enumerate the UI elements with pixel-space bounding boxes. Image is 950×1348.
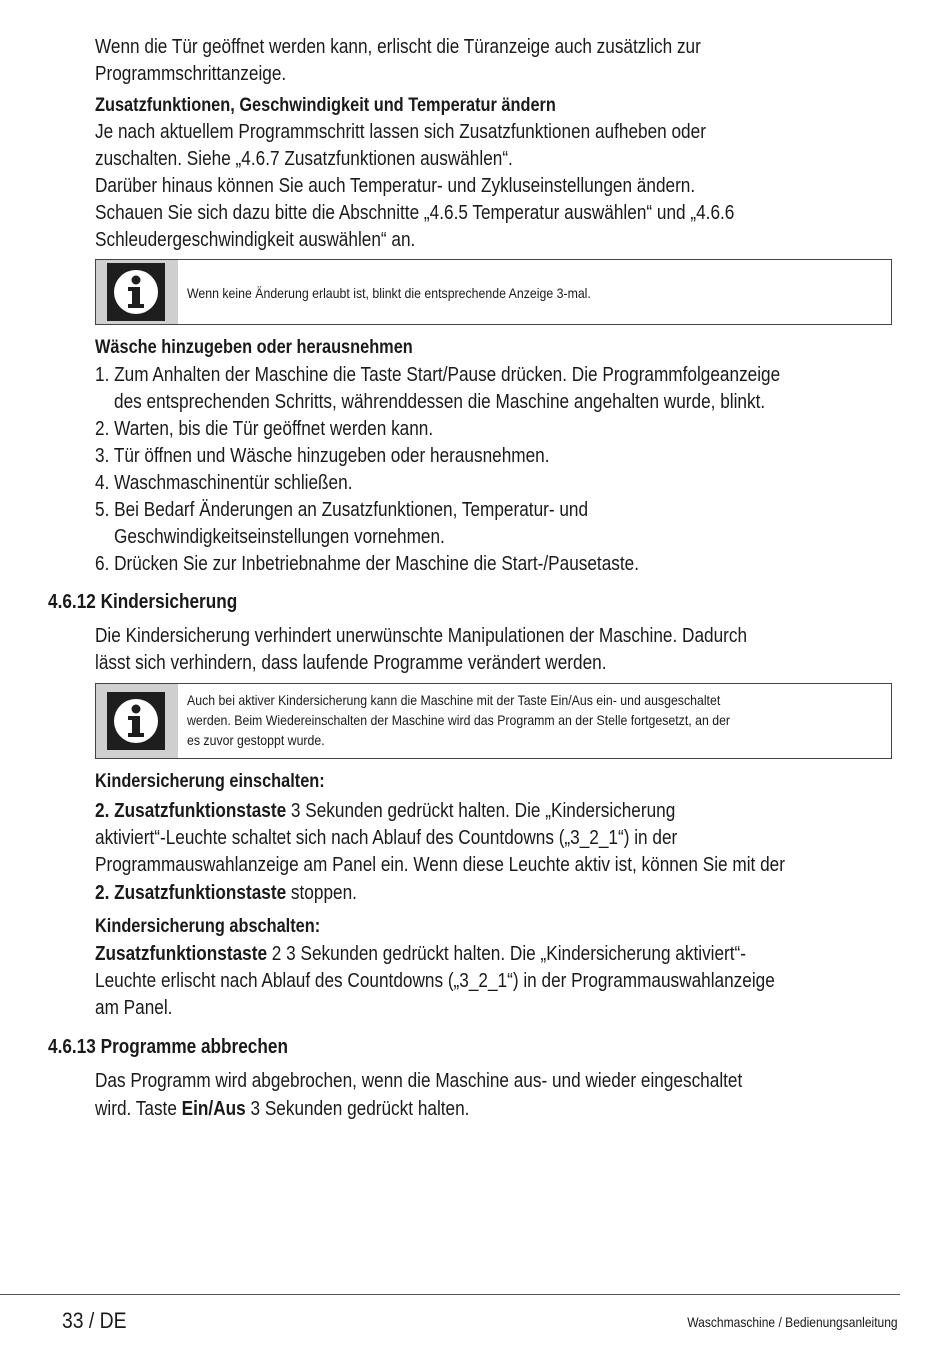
bold-key-label: 2. Zusatzfunktionstaste: [95, 882, 287, 904]
cancel-line-1: Das Programm wird abgebrochen, wenn die Maschine aus- und wieder eingeschaltet: [95, 1070, 743, 1092]
info-note-box: [95, 683, 892, 759]
info-note-line: Auch bei aktiver Kindersicherung kann die Maschine mit der Taste Ein/Aus ein- und ausgeschaltet: [187, 692, 721, 708]
info-icon: [107, 692, 165, 750]
paragraph-line: Je nach aktuellem Programmschritt lassen sich Zusatzfunktionen aufheben oder: [95, 121, 706, 143]
list-item: 3. Tür öffnen und Wäsche hinzugeben oder herausnehmen.: [95, 445, 550, 467]
intro-line-1: Wenn die Tür geöffnet werden kann, erlischt die Türanzeige auch zusätzlich zur: [95, 36, 701, 58]
disable-text: 2 3 Sekunden gedrückt halten. Die „Kindersicherung aktiviert“-: [267, 943, 747, 965]
cancel-line-2: [95, 1096, 895, 1123]
info-icon-background: [96, 260, 178, 324]
enable-line-1: [95, 798, 895, 825]
section-heading-cancel: 4.6.13 Programme abbrechen: [48, 1036, 288, 1058]
bold-key-label: Ein/Aus: [181, 1098, 246, 1120]
paragraph-line: Schleudergeschwindigkeit auswählen“ an.: [95, 229, 416, 251]
info-note-line: es zuvor gestoppt wurde.: [187, 732, 325, 748]
list-item-continuation: Geschwindigkeitseinstellungen vornehmen.: [114, 526, 445, 548]
list-item: 6. Drücken Sie zur Inbetriebnahme der Maschine die Start-/Pausetaste.: [95, 553, 640, 575]
info-icon-background: [96, 684, 178, 758]
enable-text: 3 Sekunden gedrückt halten. Die „Kindersicherung: [286, 800, 676, 822]
list-item: 2. Warten, bis die Tür geöffnet werden kann.: [95, 418, 434, 440]
list-item: 5. Bei Bedarf Änderungen an Zusatzfunktionen, Temperatur- und: [95, 499, 589, 521]
subheading-disable: Kindersicherung abschalten:: [95, 916, 321, 937]
cancel-text: wird. Taste: [95, 1098, 182, 1120]
list-item: 4. Waschmaschinentür schließen.: [95, 472, 353, 494]
info-note-line: werden. Beim Wiedereinschalten der Maschine wird das Programm an der Stelle fortgesetzt, an der: [187, 712, 731, 728]
info-note-text: Wenn keine Änderung erlaubt ist, blinkt die entsprechende Anzeige 3-mal.: [187, 285, 591, 301]
footer-divider: [0, 1294, 900, 1295]
section-heading-change: Zusatzfunktionen, Geschwindigkeit und Temperatur ändern: [95, 95, 556, 116]
bold-key-label: Zusatzfunktionstaste: [95, 943, 268, 965]
enable-line-4: [95, 880, 895, 907]
paragraph-line: zuschalten. Siehe „4.6.7 Zusatzfunktionen auswählen“.: [95, 148, 513, 170]
list-item: 1. Zum Anhalten der Maschine die Taste Start/Pause drücken. Die Programmfolgeanzeige: [95, 364, 781, 386]
section-heading-laundry: Wäsche hinzugeben oder herausnehmen: [95, 337, 413, 358]
paragraph-line: Darüber hinaus können Sie auch Temperatur- und Zykluseinstellungen ändern.: [95, 175, 696, 197]
list-item-continuation: des entsprechenden Schritts, währenddessen die Maschine angehalten wurde, blinkt.: [114, 391, 766, 413]
enable-line-2: aktiviert“-Leuchte schaltet sich nach Ablauf des Countdowns („3_2_1“) in der: [95, 827, 678, 849]
intro-line-2: Programmschrittanzeige.: [95, 63, 287, 85]
info-note-box: [95, 259, 892, 325]
cancel-text: 3 Sekunden gedrückt halten.: [245, 1098, 470, 1120]
subheading-enable: Kindersicherung einschalten:: [95, 771, 325, 792]
paragraph-line: lässt sich verhindern, dass laufende Programme verändert werden.: [95, 652, 607, 674]
disable-line-3: am Panel.: [95, 997, 173, 1019]
enable-text: stoppen.: [286, 882, 357, 904]
disable-line-2: Leuchte erlischt nach Ablauf des Countdowns („3_2_1“) in der Programmauswahlanzeige: [95, 970, 775, 992]
page-number: 33 / DE: [62, 1308, 127, 1333]
info-icon: [107, 263, 165, 321]
bold-key-label: 2. Zusatzfunktionstaste: [95, 800, 287, 822]
enable-line-3: Programmauswahlanzeige am Panel ein. Wenn diese Leuchte aktiv ist, können Sie mit der: [95, 854, 785, 876]
document-title: Waschmaschine / Bedienungsanleitung: [687, 1314, 898, 1330]
disable-line-1: [95, 941, 895, 968]
paragraph-line: Die Kindersicherung verhindert unerwünschte Manipulationen der Maschine. Dadurch: [95, 625, 748, 647]
paragraph-line: Schauen Sie sich dazu bitte die Abschnitte „4.6.5 Temperatur auswählen“ und „4.6.6: [95, 202, 735, 224]
section-heading-childlock: 4.6.12 Kindersicherung: [48, 591, 238, 613]
